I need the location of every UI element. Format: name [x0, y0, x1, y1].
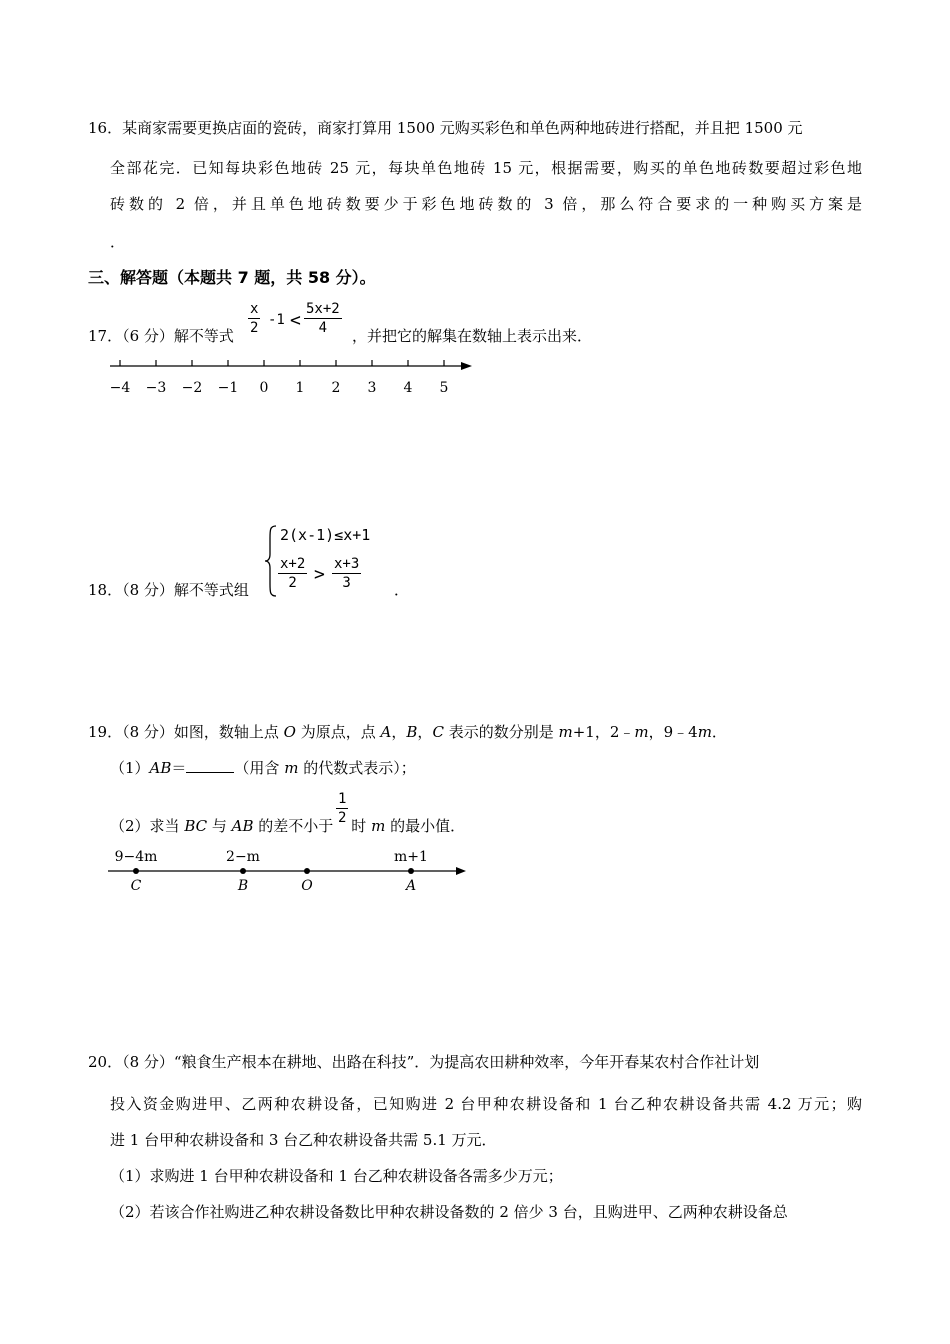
q20-part-1: （1）求购进 1 台甲种农耕设备和 1 台乙种农耕设备各需多少万元； — [110, 1167, 563, 1185]
q19-text: ， — [391, 723, 407, 741]
q17-lhs-fraction — [248, 300, 260, 337]
q17-tick-label: −4 — [109, 380, 131, 396]
q17-suffix: ，并把它的解集在数轴上表示出来． — [352, 327, 593, 345]
q18-eq2-rhs-fraction — [332, 555, 361, 592]
q19-point-o: O — [283, 723, 296, 741]
q18-eq2-rhs-denominator: 3 — [342, 575, 351, 591]
q17-tick-label: 3 — [367, 380, 377, 396]
q18-inequality-1: 2(x-1)≤x+1 — [280, 526, 371, 544]
q19-value-label: 2−m — [226, 849, 260, 865]
q20-line-1: 20．（8 分）“粮食生产根本在耕地、出路在科技”．为提高农田耕种效率，今年开春某农村合作社计划 — [88, 1053, 760, 1071]
q19-value-label: 9−4m — [114, 849, 158, 865]
q19-text: 时 — [351, 817, 372, 835]
q19-var-m: m — [634, 723, 649, 741]
q19-text: 的代数式表示）； — [298, 759, 416, 777]
q16-line-2: 全部花完．已知每块彩色地砖 25 元，每块单色地砖 15 元，根据需要，购买的单色地砖数要超过彩色地 — [110, 159, 862, 177]
q17-tick-label: −1 — [217, 380, 239, 396]
q16-line-3: 砖数的 2 倍，并且单色地砖数要少于彩色地砖数的 3 倍，那么符合要求的一种购买方案是 — [110, 195, 862, 213]
q19-ab: AB — [149, 759, 172, 777]
q19-point-dot — [133, 868, 139, 874]
q19-point-label: B — [237, 878, 249, 894]
q19-point-a: A — [380, 723, 392, 741]
q19-point-dot — [240, 868, 246, 874]
q18-eq2-lhs-numerator: x+2 — [280, 556, 306, 572]
q19-number-line-figure — [100, 844, 472, 896]
q18-eq2-rhs-numerator: x+3 — [334, 556, 360, 572]
q19-text: ＝ — [171, 759, 187, 777]
q19-var-m: m — [371, 817, 386, 835]
q18-left-brace — [264, 524, 278, 598]
q17-lhs-numerator: x — [250, 301, 259, 317]
q17-rhs-denominator: 4 — [318, 320, 328, 336]
section-3-heading: 三、解答题（本题共 7 题，共 58 分）。 — [88, 268, 376, 287]
q17-prefix: 17．（6 分）解不等式 — [88, 327, 234, 345]
q17-tick-label: 5 — [439, 380, 449, 396]
q18-prefix: 18．（8 分）解不等式组 — [88, 581, 249, 599]
q19-text: 表示的数分别是 — [443, 723, 559, 741]
q17-less-than: < — [290, 310, 301, 331]
q20-part-2: （2）若该合作社购进乙种农耕设备数比甲种农耕设备数的 2 倍少 3 台，且购进甲、乙两种农耕设备总 — [110, 1203, 788, 1221]
q19-axis-arrow — [456, 867, 466, 875]
q19-bc: BC — [184, 817, 208, 835]
q19-point-b: B — [406, 723, 418, 741]
q19-text: 19．（8 分）如图，数轴上点 — [88, 723, 284, 741]
q16-line-4: ． — [110, 233, 126, 251]
q19-part-2 — [110, 816, 465, 836]
q17-tick-label: 2 — [331, 380, 341, 396]
q17-tick-label: 1 — [295, 380, 305, 396]
q17-rhs-fraction — [304, 300, 342, 337]
q19-stem — [88, 722, 727, 742]
q19-point-dot — [408, 868, 414, 874]
q18-suffix: ． — [394, 581, 410, 599]
q17-minus-one: -1 — [268, 312, 285, 328]
q19-point-c: C — [432, 723, 444, 741]
q19-text: 的差不小于 — [253, 817, 334, 835]
q19-text: （用含 — [234, 759, 285, 777]
q19-part-1 — [110, 758, 416, 778]
q18-greater-than: > — [314, 564, 325, 585]
q16-line-1: 16．某商家需要更换店面的瓷砖，商家打算用 1500 元购买彩色和单色两种地砖进行搭配，并且把 1500 元 — [88, 119, 803, 137]
q17-axis-arrow — [461, 362, 472, 370]
q19-ab: AB — [231, 817, 254, 835]
q17-tick-label: 0 — [259, 380, 269, 396]
q20-line-2: 投入资金购进甲、乙两种农耕设备，已知购进 2 台甲种农耕设备和 1 台乙种农耕设备共需 4.2 万元；购 — [110, 1095, 862, 1113]
q20-line-3: 进 1 台甲种农耕设备和 3 台乙种农耕设备共需 5.1 万元． — [110, 1131, 497, 1149]
q19-text: 的最小值． — [385, 817, 466, 835]
q17-rhs-numerator: 5x+2 — [306, 301, 340, 317]
q18-eq2-lhs-denominator: 2 — [288, 575, 297, 591]
q19-text: 与 — [207, 817, 232, 835]
q17-tick-label: 4 — [403, 380, 413, 396]
q17-tick-label: −2 — [181, 380, 203, 396]
q19-point-label: O — [301, 878, 313, 894]
q19-answer-blank[interactable] — [186, 758, 234, 773]
q19-point-label: C — [130, 878, 142, 894]
q19-point-dot — [304, 868, 310, 874]
q19-text: ，9﹣4 — [648, 723, 698, 741]
q19-point-label: A — [405, 878, 417, 894]
q19-value-label: m+1 — [394, 849, 428, 865]
q19-var-m: m — [697, 723, 712, 741]
q19-half-denominator: 2 — [338, 810, 347, 826]
q17-number-line — [100, 352, 480, 400]
q17-tick-label: −3 — [145, 380, 167, 396]
q19-text: ， — [417, 723, 433, 741]
q19-text: （2）求当 — [110, 817, 185, 835]
q17-ticks — [110, 360, 449, 396]
q19-var-m: m — [558, 723, 573, 741]
q18-eq2-lhs-fraction — [278, 555, 307, 592]
q19-text: 为原点，点 — [295, 723, 381, 741]
q19-text: +1，2﹣ — [572, 723, 635, 741]
q19-half-fraction — [336, 790, 348, 827]
q19-text: （1） — [110, 759, 150, 777]
q17-lhs-denominator: 2 — [250, 320, 259, 336]
q19-var-m: m — [284, 759, 299, 777]
q19-half-numerator: 1 — [338, 791, 347, 807]
q19-text: ． — [711, 723, 727, 741]
